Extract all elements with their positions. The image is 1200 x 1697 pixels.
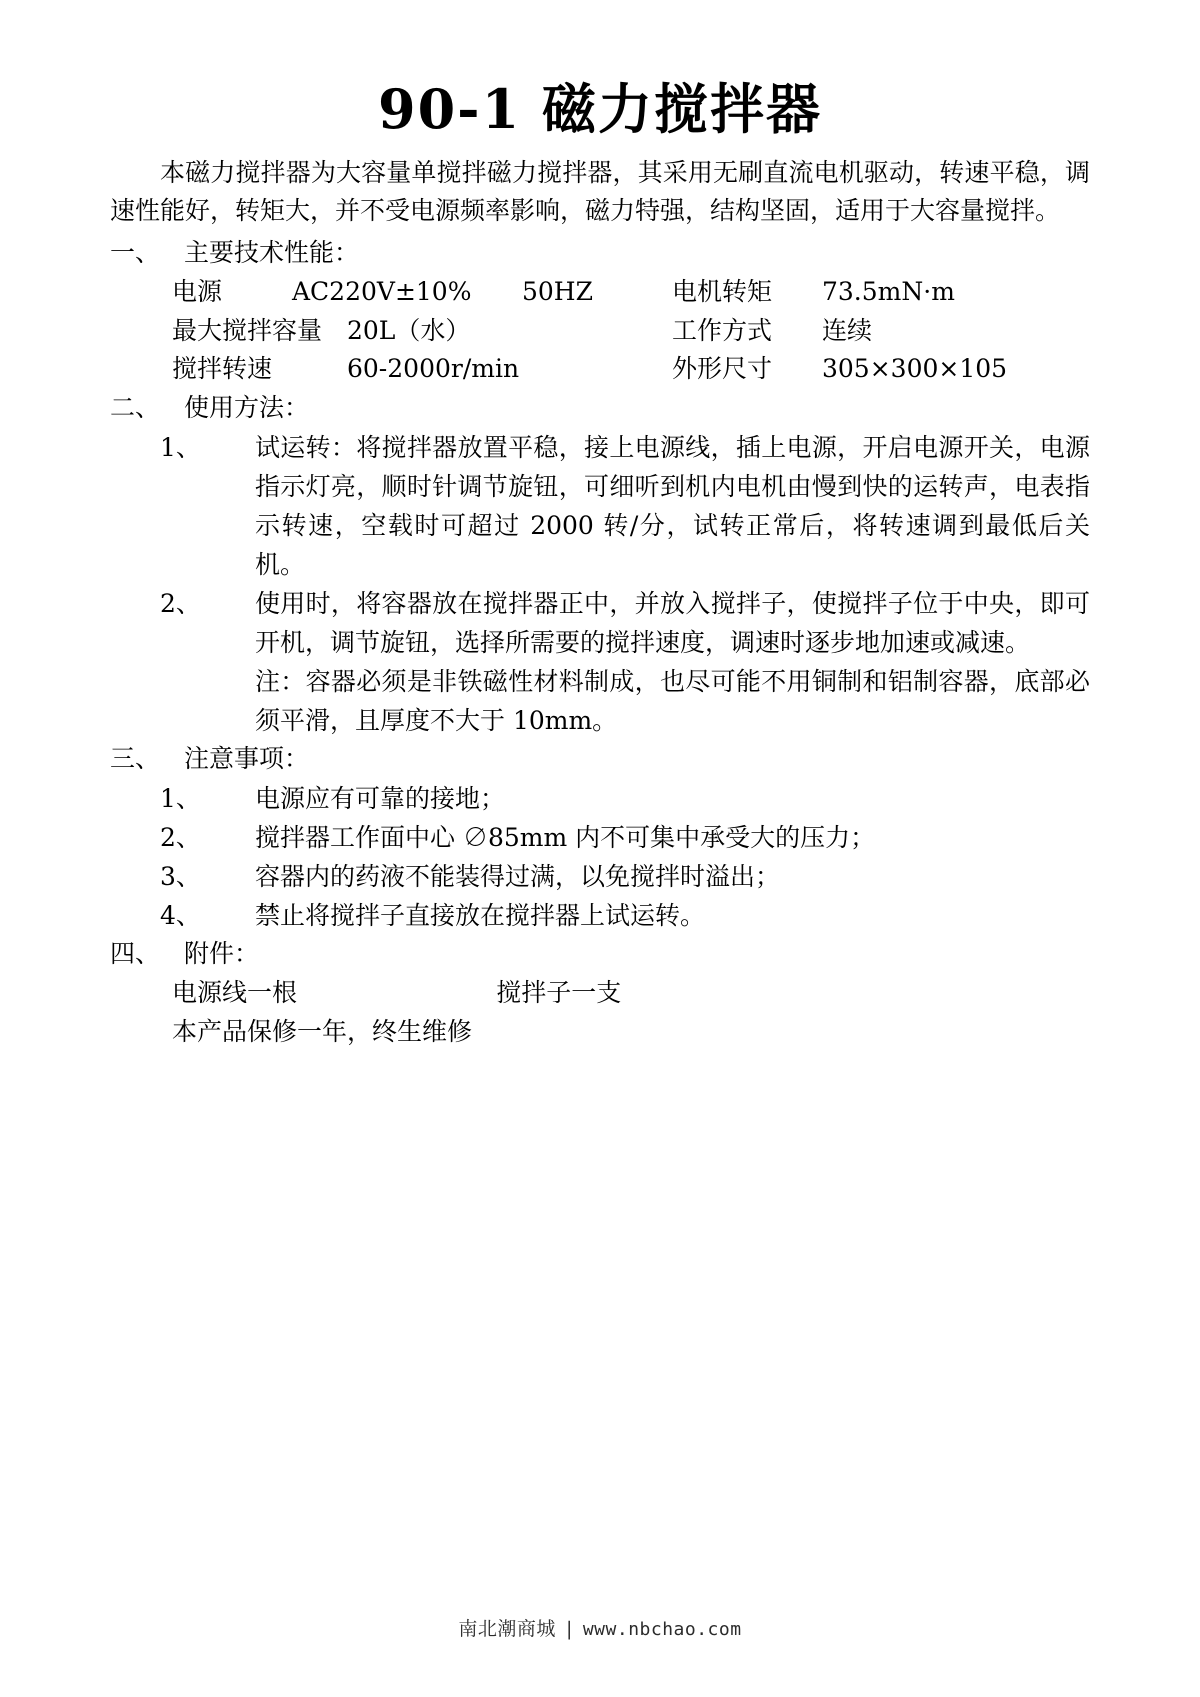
list-marker: 1、 <box>160 783 201 813</box>
spec-right-cell <box>672 350 1007 389</box>
list-marker: 2、 <box>160 588 201 618</box>
list-item <box>110 857 1090 896</box>
intro-paragraph: 本磁力搅拌器为大容量单搅拌磁力搅拌器，其采用无刷直流电机驱动，转速平稳，调速性能好，转矩大，并不受电源频率影响，磁力特强，结构坚固，适用于大容量搅拌。 <box>110 158 1090 226</box>
spec-label: 外形尺寸 <box>672 354 773 384</box>
spec-label: 最大搅拌容量 <box>172 315 323 345</box>
spec-right-cell <box>672 312 872 351</box>
section-number: 三、 <box>110 743 161 773</box>
spec-value-extra: 50HZ <box>522 276 593 306</box>
footer-site-name: 南北潮商城 <box>458 1618 556 1640</box>
section-heading-specs <box>110 234 1090 273</box>
page-title: 90-1 磁力搅拌器 <box>378 77 822 141</box>
table-row <box>110 273 1090 312</box>
spec-value: AC220V±10% <box>292 276 472 306</box>
list-marker: 1、 <box>160 432 201 462</box>
section-title: 附件： <box>184 938 260 968</box>
footer-url[interactable]: www.nbchao.com <box>582 1619 742 1640</box>
spec-left-cell <box>172 350 672 389</box>
section-heading-accessories <box>110 935 1090 974</box>
section-heading-usage <box>110 389 1090 428</box>
list-text: 容器内的药液不能装得过满，以免搅拌时溢出； <box>255 861 781 891</box>
spec-table <box>110 273 1090 389</box>
section-title: 使用方法： <box>184 393 310 423</box>
accessories-line-2: 本产品保修一年，终生维修 <box>172 1017 473 1047</box>
list-text: 试运转：将搅拌器放置平稳，接上电源线，插上电源，开启电源开关，电源指示灯亮，顺时针调节旋钮，可细听到机内电机由慢到快的运转声，电表指示转速，空载时可超过 2000 转/分，试转正常后，将转速调到最低后关机。 <box>255 432 1090 579</box>
list-text: 电源应有可靠的接地； <box>255 783 506 813</box>
list-marker: 2、 <box>160 822 201 852</box>
usage-note: 注：容器必须是非铁磁性材料制成，也尽可能不用铜制和铝制容器，底部必须平滑，且厚度不大于 10mm。 <box>255 666 1090 735</box>
list-text: 搅拌器工作面中心 ∅85mm 内不可集中承受大的压力； <box>255 822 876 852</box>
table-row <box>110 350 1090 389</box>
list-item <box>110 428 1090 584</box>
section-title: 主要技术性能： <box>184 238 360 268</box>
spec-value: 60-2000r/min <box>347 354 520 384</box>
accessory-power-cord: 电源线一根 <box>172 978 298 1008</box>
section-number: 二、 <box>110 393 161 423</box>
spec-label: 搅拌转速 <box>172 354 273 384</box>
spec-right-cell <box>672 273 955 312</box>
list-text: 使用时，将容器放在搅拌器正中，并放入搅拌子，使搅拌子位于中央，即可开机，调节旋钮，选择所需要的搅拌速度，调速时逐步地加速或减速。 <box>255 588 1090 657</box>
footer-separator: | <box>565 1618 573 1640</box>
list-item <box>110 896 1090 935</box>
spec-left-cell <box>172 273 672 312</box>
spec-value: 305×300×105 <box>822 354 1008 384</box>
list-marker: 3、 <box>160 861 201 891</box>
section-number: 四、 <box>110 938 161 968</box>
list-item <box>110 584 1090 662</box>
spec-label: 电机转矩 <box>672 276 773 306</box>
spec-label: 工作方式 <box>672 315 773 345</box>
spec-value: 连续 <box>822 315 873 345</box>
list-item <box>110 779 1090 818</box>
list-text: 禁止将搅拌子直接放在搅拌器上试运转。 <box>255 900 706 930</box>
spec-value: 73.5mN·m <box>822 276 955 306</box>
accessory-stir-bar: 搅拌子一支 <box>496 978 622 1008</box>
section-number: 一、 <box>110 238 161 268</box>
list-marker: 4、 <box>160 900 201 930</box>
spec-label: 电源 <box>172 276 223 306</box>
spec-left-cell <box>172 312 672 351</box>
spec-value: 20L（水） <box>347 315 471 345</box>
section-title: 注意事项： <box>184 743 310 773</box>
list-item <box>110 818 1090 857</box>
table-row <box>110 312 1090 351</box>
page-footer <box>0 1614 1200 1641</box>
accessories-line-1 <box>110 973 1090 1012</box>
section-heading-cautions <box>110 740 1090 779</box>
